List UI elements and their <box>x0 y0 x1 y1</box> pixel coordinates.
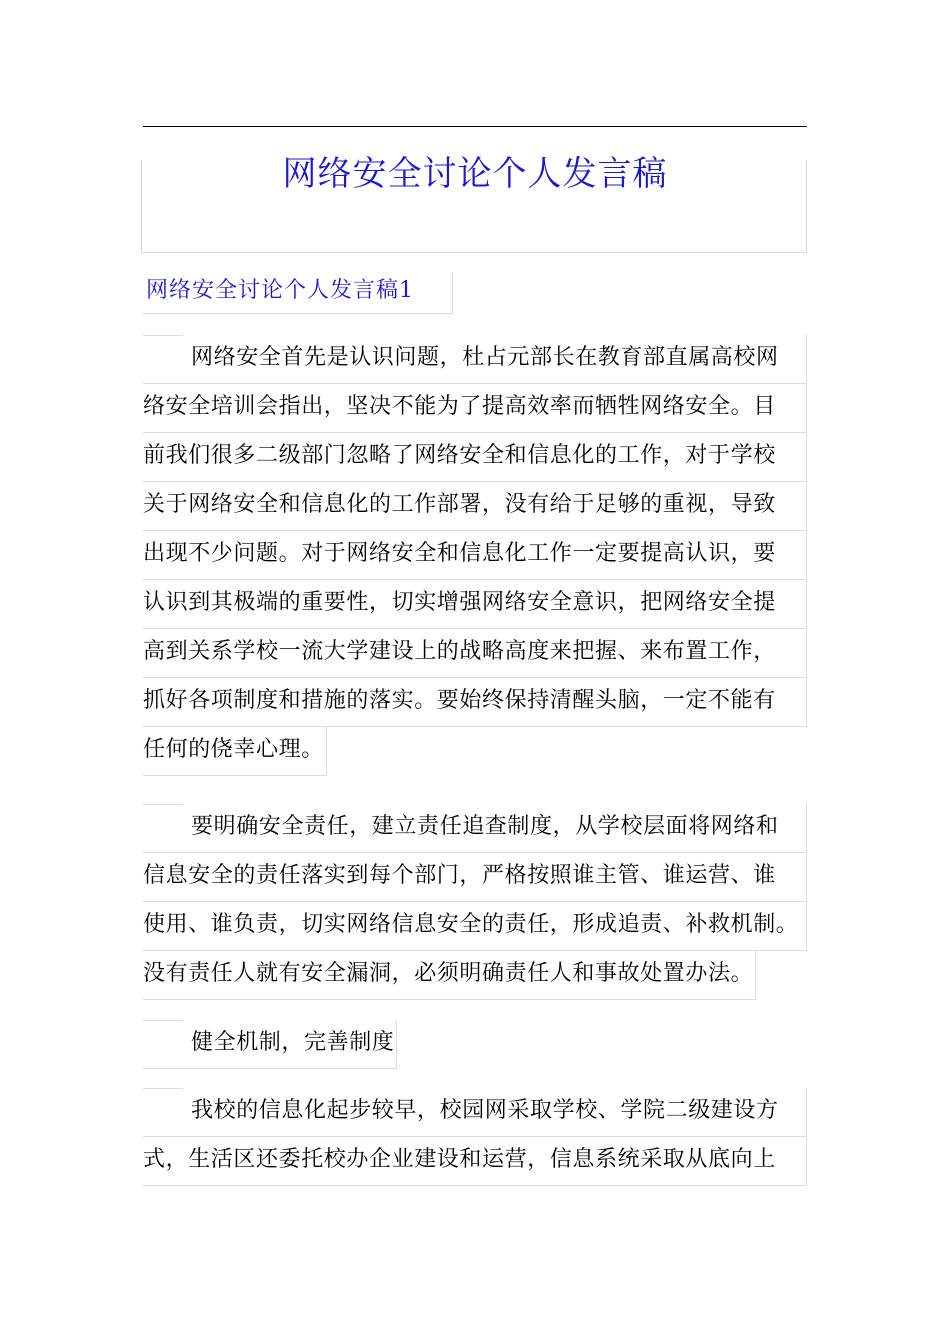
paragraph-line: 关于网络安全和信息化的工作部署，没有给于足够的重视，导致 <box>143 482 807 531</box>
paragraph-line: 络安全培训会指出，坚决不能为了提高效率而牺牲网络安全。目 <box>143 384 807 433</box>
paragraph-line: 高到关系学校一流大学建设上的战略高度来把握、来布置工作， <box>143 629 807 678</box>
paragraph-line: 任何的侥幸心理。 <box>143 727 327 776</box>
paragraph-line: 式，生活区还委托校办企业建设和运营，信息系统采取从底向上 <box>143 1137 807 1186</box>
paragraph-line: 健全机制，完善制度 <box>143 1020 397 1069</box>
document-title: 网络安全讨论个人发言稿 <box>282 154 668 194</box>
paragraph-line: 信息安全的责任落实到每个部门，严格按照谁主管、谁运营、谁 <box>143 853 807 902</box>
paragraph-line: 没有责任人就有安全漏洞，必须明确责任人和事故处置办法。 <box>143 951 756 1000</box>
paragraph-line: 出现不少问题。对于网络安全和信息化工作一定要提高认识，要 <box>143 531 807 580</box>
paragraph-line: 要明确安全责任，建立责任追查制度，从学校层面将网络和 <box>143 804 807 853</box>
paragraph-3 <box>143 1020 397 1069</box>
paragraph-4 <box>143 1088 807 1186</box>
paragraph-1 <box>143 335 807 776</box>
paragraph-line: 认识到其极端的重要性，切实增强网络安全意识，把网络安全提 <box>143 580 807 629</box>
paragraph-line: 网络安全首先是认识问题，杜占元部长在教育部直属高校网 <box>143 335 807 384</box>
paragraph-line: 我校的信息化起步较早，校园网采取学校、学院二级建设方 <box>143 1088 807 1137</box>
paragraph-line: 前我们很多二级部门忽略了网络安全和信息化的工作，对于学校 <box>143 433 807 482</box>
paragraph-line: 抓好各项制度和措施的落实。要始终保持清醒头脑，一定不能有 <box>143 678 807 727</box>
paragraph-2 <box>143 804 807 1000</box>
section-heading: 网络安全讨论个人发言稿1 <box>143 272 453 314</box>
paragraph-line: 使用、谁负责，切实网络信息安全的责任，形成追责、补救机制。 <box>143 902 807 951</box>
header-rule <box>143 126 807 127</box>
